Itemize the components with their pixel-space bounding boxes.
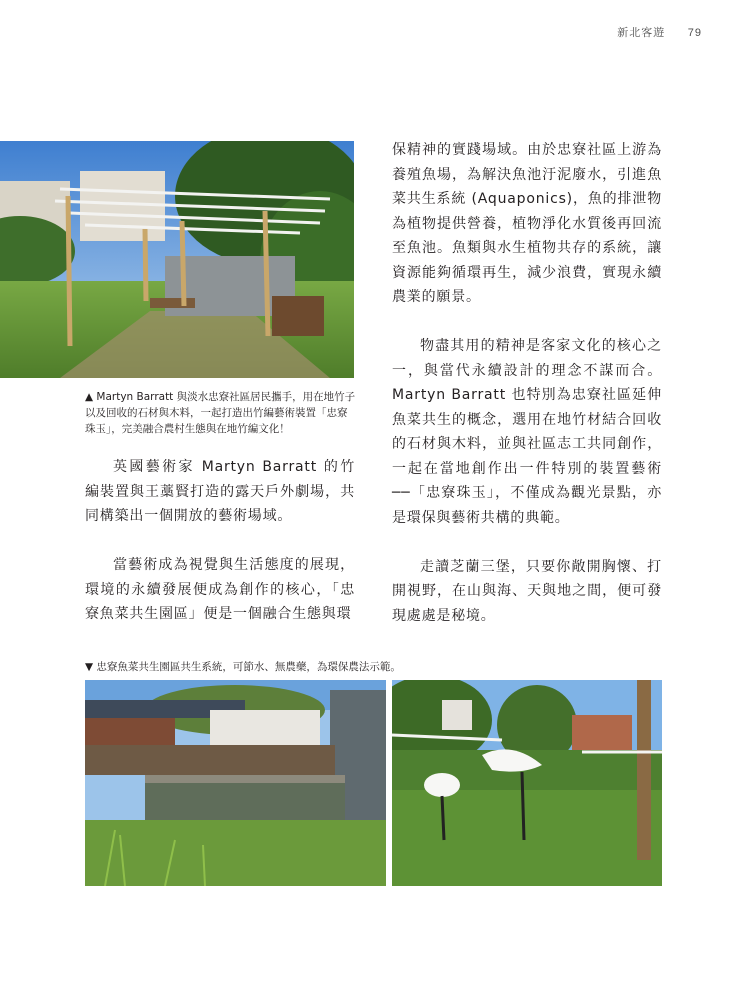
page-header bbox=[617, 24, 702, 40]
left-text-column bbox=[85, 455, 355, 627]
page-number: 79 bbox=[687, 27, 702, 39]
right-paragraph-3: 走讀芝蘭三堡，只要你敞開胸懷、打開視野，在山與海、天與地之間，便可發現處處是秘境。 bbox=[392, 558, 662, 624]
bamboo-installation-photo bbox=[0, 141, 354, 378]
right-text-column bbox=[392, 138, 662, 628]
right-paragraph-2: 物盡其用的精神是客家文化的核心之一，與當代永續設計的理念不謀而合。Martyn Barratt 也特別為忠寮社區延伸魚菜共生的概念，選用在地竹材結合回收的石材與木料，並與社區志工共同創作，一起在當地創作出一件特別的裝置藝術──「忠寮珠玉」，不僅成為觀光景點，亦是環保與藝術共構的典範。 bbox=[392, 338, 662, 526]
egret-sculpture-photo bbox=[392, 680, 662, 886]
aquaponics-pond-photo bbox=[85, 680, 386, 886]
left-paragraph-1: 英國藝術家 Martyn Barratt 的竹編裝置與王藁賢打造的露天戶外劇場，共同構築出一個開放的藝術場域。 bbox=[85, 459, 355, 524]
right-paragraph-1: 保精神的實踐場域。由於忠寮社區上游為養殖魚場，為解決魚池汙泥廢水，引進魚菜共生系統 (Aquaponics)，魚的排泄物為植物提供營養，植物淨化水質後再回流至魚池。魚類與水生植物共存的系統，讓資源能夠循環再生，減少浪費，實現永續農業的願景。 bbox=[392, 142, 662, 305]
section-title: 新北客遊 bbox=[617, 26, 666, 39]
bottom-photo-caption: ▼ 忠寮魚菜共生園區共生系統，可節水、無農藥，為環保農法示範。 bbox=[85, 661, 401, 673]
left-paragraph-2: 當藝術成為視覺與生活態度的展現，環境的永續發展便成為創作的核心，「忠寮魚菜共生園區」便是一個融合生態與環 bbox=[85, 557, 355, 622]
top-photo-caption: ▲ Martyn Barratt 與淡水忠寮社區居民攜手，用在地竹子以及回收的石材與木料，一起打造出竹編藝術裝置「忠寮珠玉」，完美融合農村生態與在地竹編文化！ bbox=[85, 391, 356, 435]
